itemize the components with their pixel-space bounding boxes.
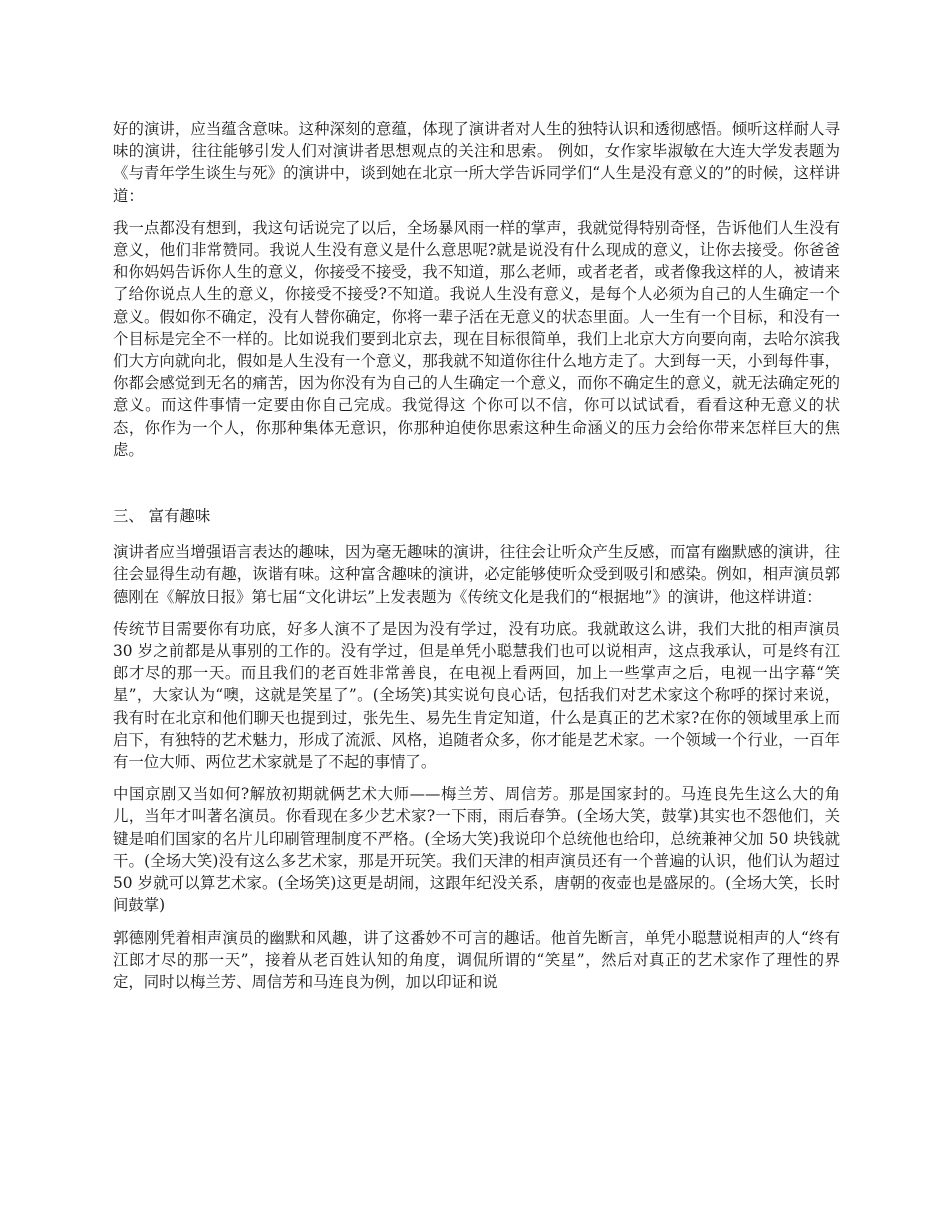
quote-paragraph-bi-shumin: 我一点都没有想到，我这句话说完了以后，全场暴风雨一样的掌声，我就觉得特别奇怪，告诉他们人生没有意义，他们非常赞同。我说人生没有意义是什么意思呢?就是说没有什么现成的意义，让你去接受。你爸爸和你妈妈告诉你人生的意义，你接受不接受，我不知道，那么老师，或者老者，或者像我这样的人，被请来了给你说点人生的意义，你接受不接受?不知道。我说人生没有意义，是每个人必须为自己的人生确定一个意义。假如你不确定，没有人替你确定，你将一辈子活在无意义的状态里面。人一生有一个目标，和没有一个目标是完全不一样的。比如说我们要到北京去，现在目标很简单，我们上北京大方向要向南，去哈尔滨我们大方向就向北，假如是人生没有一个意义，那我就不知道你往什么地方走了。大到每一天，小到每件事，你都会感觉到无名的痛苦，因为你没有为自己的人生确定一个意义，而你不确定生的意义，就无法确定死的意义。而这件事情一定要由你自己完成。我觉得这 个你可以不信，你可以试试看，看看这种无意义的状态，你作为一个人，你那种集体无意识，你那种迫使你思索这种生命涵义的压力会给你带来怎样巨大的焦虑。 xyxy=(113,218,840,459)
section-heading: 三、 富有趣味 xyxy=(113,507,211,526)
section-intro-paragraph: 演讲者应当增强语言表达的趣味，因为毫无趣味的演讲，往往会让听众产生反感，而富有幽默感的演讲，往往会显得生动有趣，诙谐有味。这种富含趣味的演讲，必定能够使听众受到吸引和感染。例如，相声演员郭德刚在《解放日报》第七届“文化讲坛”上发表题为《传统文化是我们的“根据地”》的演讲，他这样讲道： xyxy=(113,543,840,606)
section-spacer xyxy=(113,471,840,505)
document-page xyxy=(113,118,840,1003)
quote-paragraph-guo-degang-2: 中国京剧又当如何?解放初期就俩艺术大师——梅兰芳、周信芳。那是国家封的。马连良先生这么大的角儿，当年才叫著名演员。你看现在多少艺术家?一下雨，雨后春笋。(全场大笑，鼓掌)其实也不怨他们，关键是咱们国家的名片儿印刷管理制度不严格。(全场大笑)我说印个总统他也给印，总统兼神父加 50 块钱就干。(全场大笑)没有这么多艺术家，那是开玩笑。我们天津的相声演员还有一个普遍的认识，他们认为超过 50 岁就可以算艺术家。(全场笑)这更是胡闹，这跟年纪没关系，唐朝的夜壶也是盛尿的。(全场大笑，长时间鼓掌) xyxy=(113,785,840,915)
intro-paragraph: 好的演讲，应当蕴含意味。这种深刻的意蕴，体现了演讲者对人生的独特认识和透彻感悟。倾听这样耐人寻味的演讲，往往能够引发人们对演讲者思想观点的关注和思索。 例如，女作家毕淑敏在大连大学发表题为《与青年学生谈生与死》的演讲中，谈到她在北京一所大学告诉同学们“人生是没有意义的”的时候，这样讲道： xyxy=(113,120,840,205)
analysis-paragraph: 郭德刚凭着相声演员的幽默和风趣，讲了这番妙不可言的趣话。他首先断言，单凭小聪慧说相声的人“终有江郎才尽的那一天”，接着从老百姓认知的角度，调侃所谓的“笑星”，然后对真正的艺术家作了理性的界定，同时以梅兰芳、周信芳和马连良为例，加以印证和说 xyxy=(113,928,840,991)
quote-paragraph-guo-degang-1: 传统节目需要你有功底，好多人演不了是因为没有学过，没有功底。我就敢这么讲，我们大批的相声演员 30 岁之前都是从事别的工作的。没有学过，但是单凭小聪慧我们也可以说相声，这点我承认，可是终有江郎才尽的那一天。而且我们的老百姓非常善良，在电视上看两回，加上一些掌声之后，电视一出字幕“笑星”，大家认为“噢，这就是笑星了”。(全场笑)其实说句良心话，包括我们对艺术家这个称呼的探讨来说，我有时在北京和他们聊天也提到过，张先生、易先生肯定知道，什么是真正的艺术家?在你的领域里承上而启下，有独特的艺术魅力，形成了流派、风格，追随者众多，你才能是艺术家。一个领域一个行业，一百年有一位大师、两位艺术家就是了不起的事情了。 xyxy=(113,619,840,772)
